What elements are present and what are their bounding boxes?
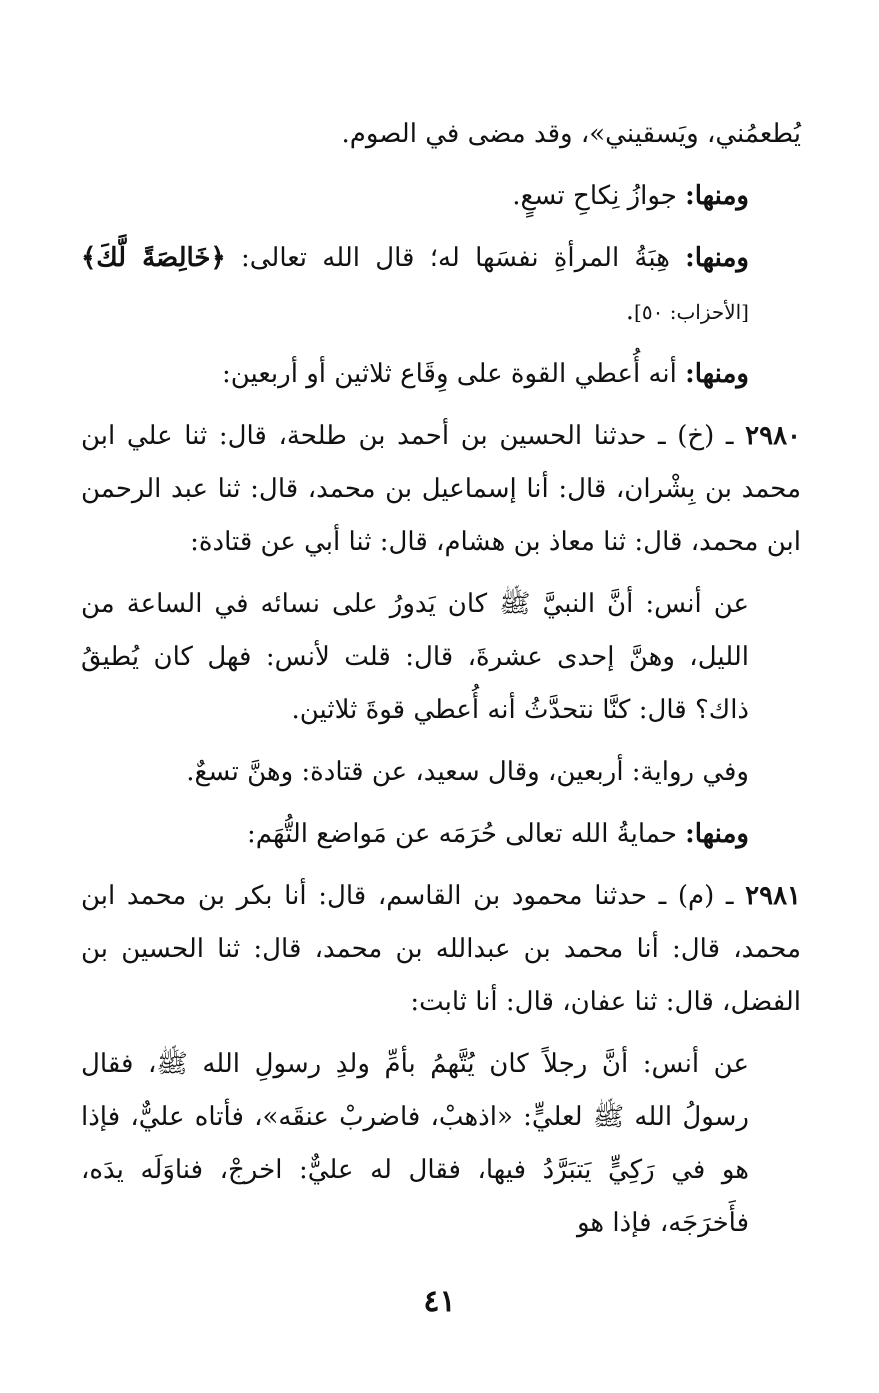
page-body (81, 108, 801, 1250)
paragraph-2 (81, 170, 801, 223)
hadith-2980 (81, 410, 801, 569)
paragraph-8 (81, 808, 801, 861)
paragraph-lead: ومنها: (685, 243, 749, 273)
paragraph-text: هِبَةُ المرأةِ نفسَها له؛ قال الله تعالى: (240, 243, 670, 273)
paragraph-lead: ومنها: (685, 819, 749, 849)
quran-verse: ﴿خَالِصَةً لَّكَ﴾ (81, 243, 226, 273)
paragraph-1 (81, 108, 801, 161)
paragraph-lead: ومنها: (685, 181, 749, 211)
paragraph-text: ـ (م) ـ حدثنا محمود بن القاسم، قال: أنا بكر بن محمد ابن محمد، قال: أنا محمد بن عبدالله بن محمد، قال: ثنا الحسين بن الفضل، قال: ثنا عفان، قال: أنا ثابت: (81, 881, 801, 1017)
paragraph-text: جوازُ نِكاحِ تسعٍ. (512, 181, 677, 211)
paragraph-3 (81, 232, 801, 339)
page-number: ٤١ (423, 1284, 456, 1319)
paragraph-4 (81, 348, 801, 401)
paragraph-text: ـ (خ) ـ حدثنا الحسين بن أحمد بن طلحة، قال: ثنا علي ابن محمد بن بِشْران، قال: أنا إسماعيل بن محمد، قال: ثنا عبد الرحمن ابن محمد، قال: ثنا معاذ بن هشام، قال: ثنا أبي عن قتادة: (81, 421, 801, 557)
paragraph-10 (81, 1038, 801, 1250)
hadith-2981 (81, 870, 801, 1029)
paragraph-text: عن أنس: أنَّ النبيَّ ﷺ كان يَدورُ على نسائه في الساعة من الليل، وهنَّ إحدى عشرةَ، قال: قلت لأنس: فهل كان يُطيقُ ذاك؟ قال: كنَّا نتحدَّثُ أنه أُعطي قوةَ ثلاثين. (81, 589, 749, 725)
paragraph-6 (81, 578, 801, 737)
paragraph-7 (81, 746, 801, 799)
verse-reference: [الأحزاب: ٥٠] (634, 300, 749, 324)
paragraph-text: يُطعمُني، ويَسقيني»، وقد مضى في الصوم. (341, 119, 801, 149)
paragraph-text: حمايةُ الله تعالى حُرَمَه عن مَواضع التُّهَم: (246, 819, 677, 849)
paragraph-lead: ومنها: (685, 359, 749, 389)
hadith-number: ٢٩٨٠ (745, 421, 801, 451)
paragraph-text: أنه أُعطي القوة على وِقَاع ثلاثين أو أربعين: (221, 359, 677, 389)
paragraph-tail: . (625, 296, 635, 326)
paragraph-text: عن أنس: أنَّ رجلاً كان يُتَّهمُ بأمِّ ولدِ رسولِ الله ﷺ، فقال رسولُ الله ﷺ لعليٍّ: «اذهبْ، فاضربْ عنقَه»، فأتاه عليٌّ، فإذا هو في رَكِيٍّ يَتبَرَّدُ فيها، فقال له عليٌّ: اخرجْ، فناوَلَه يدَه، فأَخرَجَه، فإذا هو (81, 1049, 749, 1238)
hadith-number: ٢٩٨١ (745, 881, 801, 911)
paragraph-text: وفي رواية: أربعين، وقال سعيد، عن قتادة: وهنَّ تسعٌ. (186, 757, 749, 787)
